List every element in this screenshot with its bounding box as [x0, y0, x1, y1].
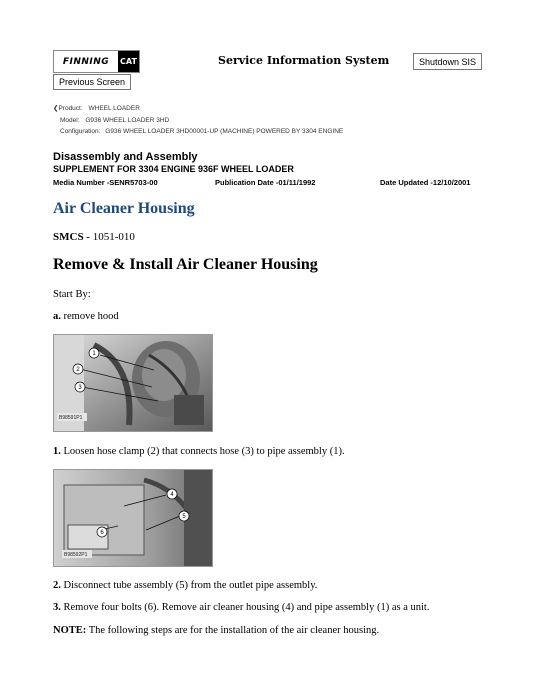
- smcs-label: SMCS -: [53, 231, 90, 243]
- model-label: Model:: [60, 117, 80, 124]
- note: [53, 625, 379, 636]
- step-2-text: Disconnect tube assembly (5) from the outlet pipe assembly.: [63, 580, 318, 591]
- fig2-callout-4: 4: [170, 492, 174, 498]
- finning-cat-logo: [53, 50, 140, 73]
- note-label: NOTE:: [53, 625, 87, 636]
- figure-2-photo: [53, 469, 213, 567]
- publication-date: Publication Date -01/11/1992: [215, 178, 316, 187]
- page-title: Service Information System: [218, 54, 390, 67]
- fig1-callout-2: 2: [76, 367, 80, 373]
- supplement-title: SUPPLEMENT FOR 3304 ENGINE 936F WHEEL LOADER: [53, 164, 294, 174]
- step-3: [53, 602, 429, 613]
- step-1: [53, 446, 345, 457]
- previous-screen-button[interactable]: Previous Screen: [53, 74, 131, 90]
- smcs-value: 1051-010: [92, 231, 135, 243]
- breadcrumb-product[interactable]: [53, 104, 140, 112]
- fig1-id: B98591P1: [59, 415, 83, 421]
- step-1-number: 1.: [53, 446, 61, 457]
- step-1-text: Loosen hose clamp (2) that connects hose (3) to pipe assembly (1).: [63, 446, 345, 457]
- step-a: [53, 311, 119, 322]
- shutdown-sis-button[interactable]: Shutdown SIS: [413, 53, 482, 70]
- breadcrumb-configuration: [60, 128, 343, 135]
- step-a-text: remove hood: [63, 311, 119, 322]
- product-value: WHEEL LOADER: [88, 105, 140, 112]
- model-value: G936 WHEEL LOADER 3HD: [85, 117, 170, 124]
- step-3-text: Remove four bolts (6). Remove air cleaner housing (4) and pipe assembly (1) as a unit.: [63, 602, 430, 613]
- fig1-callout-3: 3: [78, 385, 82, 391]
- fig2-callout-5: 5: [182, 514, 186, 520]
- smcs-code: [53, 231, 135, 243]
- document-title: Air Cleaner Housing: [53, 200, 195, 217]
- step-2: [53, 580, 317, 591]
- back-arrow-icon: ❮: [53, 105, 59, 112]
- start-by: Start By:: [53, 289, 91, 300]
- logo-cat-text: CAT: [118, 51, 139, 72]
- fig2-id: B98592P1: [64, 552, 88, 558]
- step-3-number: 3.: [53, 602, 61, 613]
- section-title: Disassembly and Assembly: [53, 151, 198, 163]
- note-text: The following steps are for the installation of the air cleaner housing.: [88, 625, 380, 636]
- step-a-label: a.: [53, 311, 61, 322]
- step-2-number: 2.: [53, 580, 61, 591]
- fig1-callout-1: 1: [92, 351, 96, 357]
- media-number: Media Number -SENR5703-00: [53, 178, 158, 187]
- logo-finning-text: FINNING: [62, 56, 110, 67]
- breadcrumb-model: [60, 117, 169, 124]
- date-updated: Date Updated -12/10/2001: [380, 178, 471, 187]
- config-value: G936 WHEEL LOADER 3HD00001-UP (MACHINE) POWERED BY 3304 ENGINE: [105, 128, 344, 135]
- figure-1-photo: [53, 334, 213, 432]
- config-label: Configuration:: [60, 128, 101, 135]
- product-label: Product:: [58, 105, 83, 112]
- procedure-heading: Remove & Install Air Cleaner Housing: [53, 256, 318, 273]
- fig2-callout-6: 6: [100, 530, 104, 536]
